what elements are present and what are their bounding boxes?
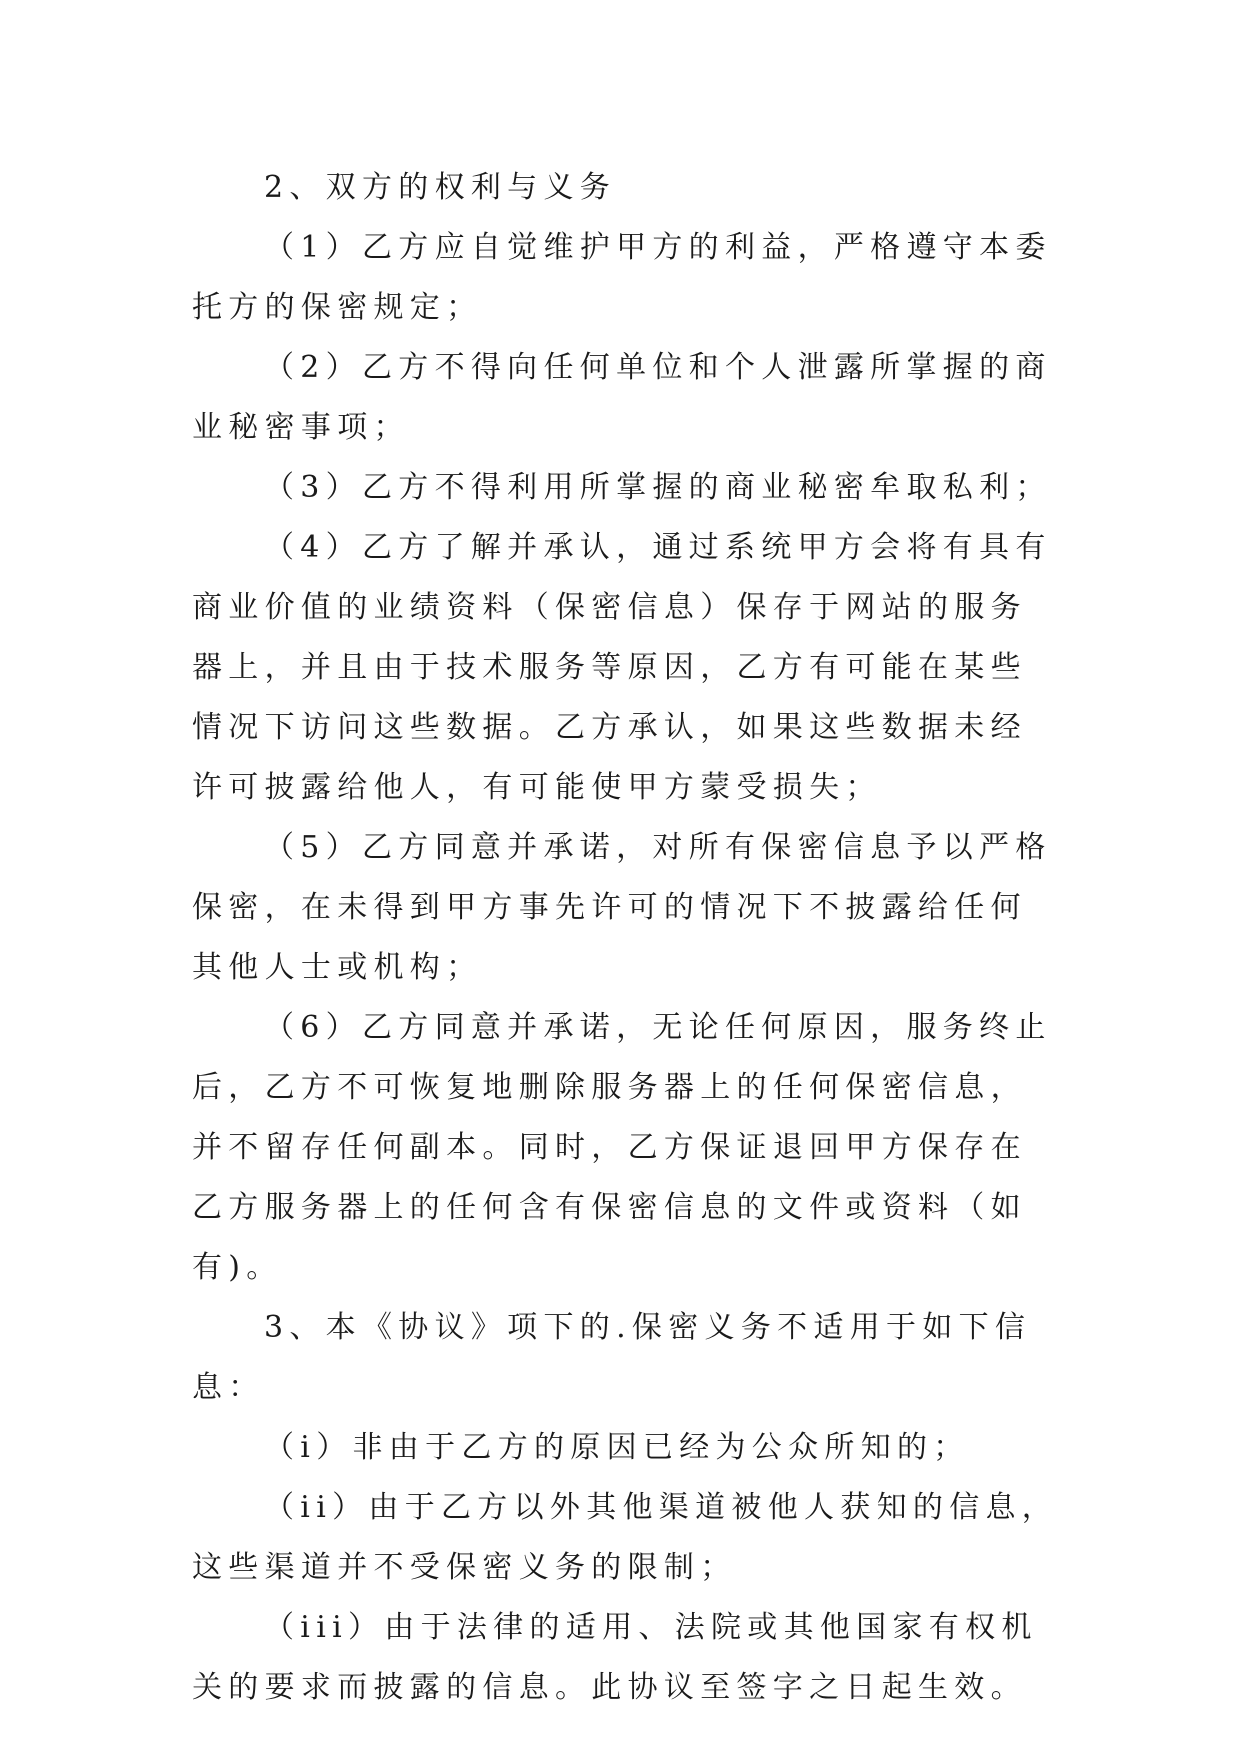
clause-3: （3）乙方不得利用所掌握的商业秘密牟取私利；: [264, 470, 1052, 505]
exclusion-iii: （iii）由于法律的适用、法院或其他国家有权机关的要求而披露的信息。此协议至签字之日起生效。: [192, 1610, 1038, 1705]
document-body: [192, 158, 1060, 1718]
exclusion-i: （i）非由于乙方的原因已经为公众所知的；: [264, 1430, 970, 1465]
section-heading-exclusions: 3、本《协议》项下的.保密义务不适用于如下信息：: [192, 1310, 1032, 1405]
section-heading-rights-obligations: 2、双方的权利与义务: [264, 170, 617, 205]
exclusion-ii: （ii）由于乙方以外其他渠道被他人获知的信息，这些渠道并不受保密义务的限制；: [192, 1490, 1059, 1585]
clause-4: （4）乙方了解并承认，通过系统甲方会将有具有商业价值的业绩资料（保密信息）保存于网站的服务器上，并且由于技术服务等原因，乙方有可能在某些情况下访问这些数据。乙方承认，如果这些数据未经许可披露给他人，有可能使甲方蒙受损失；: [192, 530, 1052, 805]
clause-5: （5）乙方同意并承诺，对所有保密信息予以严格保密，在未得到甲方事先许可的情况下不披露给任何其他人士或机构；: [192, 830, 1052, 985]
clause-1: （1）乙方应自觉维护甲方的利益，严格遵守本委托方的保密规定；: [192, 230, 1052, 325]
clause-2: （2）乙方不得向任何单位和个人泄露所掌握的商业秘密事项；: [192, 350, 1052, 445]
clause-6: （6）乙方同意并承诺，无论任何原因，服务终止后，乙方不可恢复地删除服务器上的任何保密信息，并不留存任何副本。同时，乙方保证退回甲方保存在乙方服务器上的任何含有保密信息的文件或资料（如有)。: [192, 1010, 1052, 1285]
